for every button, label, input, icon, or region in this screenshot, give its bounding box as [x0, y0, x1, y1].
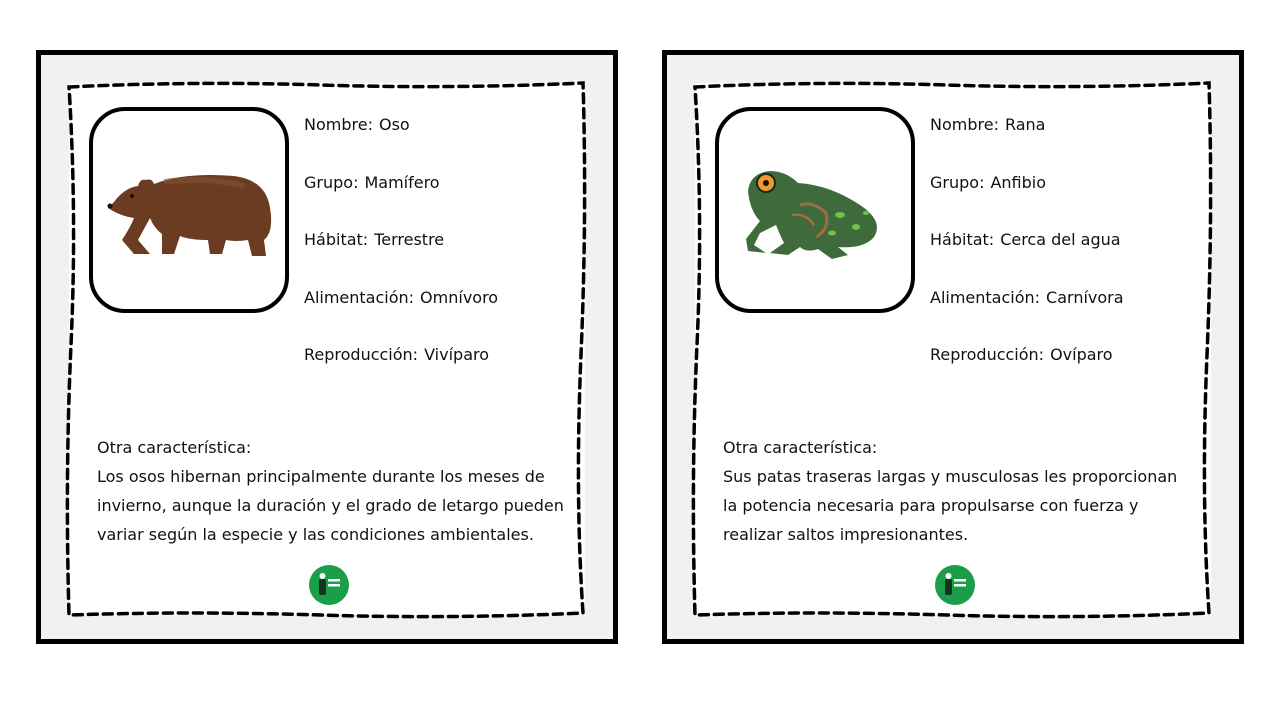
field-habitat: Hábitat: Terrestre — [304, 230, 445, 249]
field-name: Nombre: Rana — [930, 115, 1046, 134]
other-characteristic — [97, 433, 567, 549]
frog-icon — [740, 155, 890, 265]
other-line: Sus patas traseras largas y musculosas les proporcionan — [723, 467, 1178, 486]
animal-card-frog — [662, 50, 1244, 644]
field-reproduction: Reproducción: Vivíparo — [304, 345, 490, 364]
field-group: Grupo: Mamífero — [304, 172, 440, 192]
bear-icon — [104, 160, 274, 260]
field-group: Grupo: Anfibio — [930, 172, 1047, 192]
animal-photo-frame — [715, 107, 915, 313]
other-line: Los osos hibernan principalmente durante los meses de — [97, 467, 545, 486]
field-habitat: Hábitat: Cerca del agua — [930, 230, 1121, 249]
other-title: Otra característica: — [723, 438, 878, 457]
other-characteristic — [723, 433, 1193, 549]
other-line: la potencia necesaria para propulsarse con fuerza y — [723, 496, 1139, 515]
other-line: realizar saltos impresionantes. — [723, 525, 969, 544]
field-reproduction: Reproducción: Ovíparo — [930, 345, 1113, 364]
field-name: Nombre: Oso — [304, 115, 410, 134]
animal-card-bear — [36, 50, 618, 644]
field-diet: Alimentación: Carnívora — [930, 287, 1124, 307]
field-diet: Alimentación: Omnívoro — [304, 287, 499, 307]
animal-fields — [930, 113, 1230, 401]
animal-photo-frame — [89, 107, 289, 313]
other-line: variar según la especie y las condiciones ambientales. — [97, 525, 534, 544]
animal-fields — [304, 113, 604, 401]
school-logo-icon — [309, 565, 349, 605]
other-title: Otra característica: — [97, 438, 252, 457]
other-line: invierno, aunque la duración y el grado de letargo pueden — [97, 496, 564, 515]
school-logo-icon — [935, 565, 975, 605]
